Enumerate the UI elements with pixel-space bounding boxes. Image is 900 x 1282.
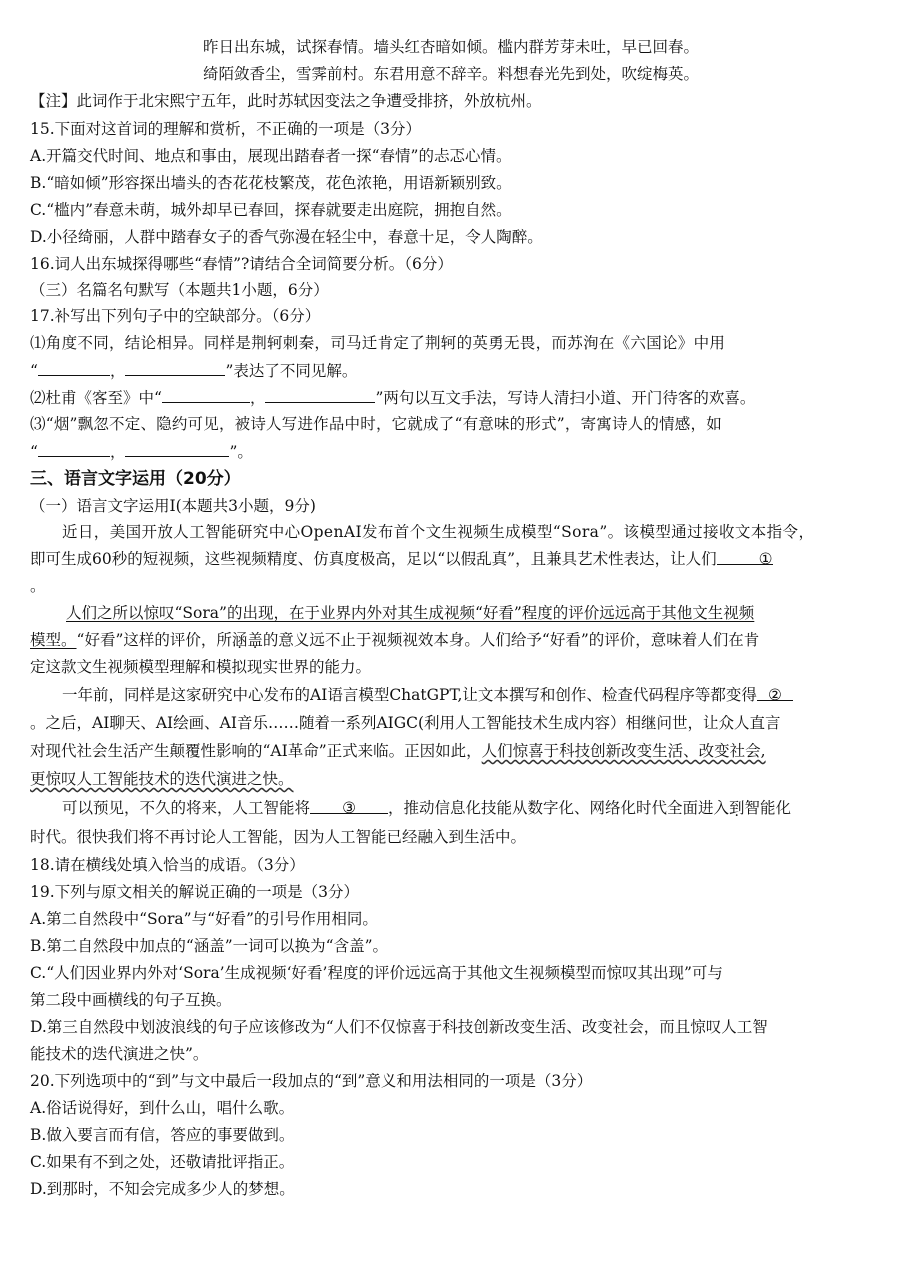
q19-option-d-line2: 能技术的迭代演进之快”。 xyxy=(30,1045,209,1063)
quote-open: “ xyxy=(30,362,38,380)
passage-p4-line2: 时代。很快我们将不再讨论人工智能，因为人工智能已经融入到生活中。 xyxy=(30,828,527,846)
underlined-sentence-end: 模型。 xyxy=(30,631,77,649)
fill-blank[interactable] xyxy=(125,357,225,376)
q17-item3-line2 xyxy=(30,438,872,465)
passage-p1-line1: 近日，美国开放人工智能研究中心OpenAI发布首个文生视频生成模型“Sora”。该模型通过接收文本指令， xyxy=(62,523,815,541)
dotted-char: 到 xyxy=(729,799,745,817)
q16-stem: 16.词人出东城探得哪些“春情”?请结合全词简要分析。（6分） xyxy=(30,255,453,273)
passage-p2-line3: 定这款文生视频模型理解和模拟现实世界的能力。 xyxy=(30,658,372,676)
quote-open: “ xyxy=(30,443,38,461)
quote-close: ”表达了不同见解。 xyxy=(225,362,358,380)
passage-p1-end: 。 xyxy=(30,577,46,595)
passage-text: 智能化 xyxy=(744,799,792,817)
passage-text: 对现代社会生活产生颠覆性影响的“AI革命”正式来临。正因如此， xyxy=(30,742,482,760)
q19-option-b: B.第二自然段中加点的“涵盖”一词可以换为“含盖”。 xyxy=(30,937,389,955)
q17-item3-line1: ⑶“烟”飘忽不定、隐约可见，被诗人写进作品中时，它就成了“有意味的形式”，寄寓诗人的情感，如 xyxy=(30,415,722,433)
wavy-underlined-sentence: 人们惊喜于科技创新改变生活、改变社会, xyxy=(481,742,766,760)
passage-p3-line3 xyxy=(30,738,872,764)
passage-p3-line1 xyxy=(62,682,872,708)
dotted-char: 涵 xyxy=(231,631,248,649)
q20-option-c: C.如果有不到之处，还敬请批评指正。 xyxy=(30,1153,295,1171)
fill-blank[interactable] xyxy=(265,384,375,403)
section-3-header: （三）名篇名句默写（本题共1小题，6分） xyxy=(30,281,329,299)
q18-stem: 18.请在横线处填入恰当的成语。（3分） xyxy=(30,856,305,874)
passage-p3-line4 xyxy=(30,766,872,792)
passage-text: 一年前，同样是这家研究中心发布的AI语言模型ChatGPT,让文本撰写和创作、检查代码程序等都变得 xyxy=(62,686,757,704)
q17-item1-line1: ⑴角度不同，结论相异。同样是荆轲刺秦，司马迁肯定了荆轲的英勇无畏，而苏洵在《六国论》中用 xyxy=(30,334,726,352)
q19-option-d-line1: D.第三自然段中划波浪线的句子应该修改为“人们不仅惊喜于科技创新改变生活、改变社会，而且惊叹人工智 xyxy=(30,1018,768,1036)
separator: ， xyxy=(249,389,266,407)
dotted-char: 盖 xyxy=(247,631,263,649)
q19-option-c-line2: 第二段中画横线的句子互换。 xyxy=(30,991,232,1009)
passage-p4-line1 xyxy=(62,795,872,821)
q15-option-c: C.“槛内”春意未萌，城外却早已春回，探春就要走出庭院，拥抱自然。 xyxy=(30,201,512,219)
q20-option-a: A.俗话说得好，到什么山，唱什么歌。 xyxy=(30,1099,295,1117)
passage-p3-line2: 。之后，AI聊天、AI绘画、AI音乐……随着一系列AIGC(利用人工智能技术生成内容）相继问世，让众人直言 xyxy=(30,714,781,732)
separator: ， xyxy=(109,443,126,461)
fill-blank-3[interactable]: ③ xyxy=(310,795,388,814)
quote-close: ”。 xyxy=(229,443,253,461)
q15-option-b: B.“暗如倾”形容探出墙头的杏花花枝繁茂，花色浓艳，用语新颖别致。 xyxy=(30,174,512,192)
poem-line-1: 昨日出东城，试探春情。墙头红杏暗如倾。槛内群芳芽未吐，早已回春。 xyxy=(202,38,699,56)
q19-option-a: A.第二自然段中“Sora”与“好看”的引号作用相同。 xyxy=(30,910,378,928)
underlined-sentence-line1: 人们之所以惊叹“Sora”的出现，在于业界内外对其生成视频“好看”程度的评价远远高于其他文生视频 xyxy=(66,604,755,622)
wavy-underlined-sentence-end: 更惊叹人工智能技术的迭代演进之快。 xyxy=(30,770,294,788)
fill-blank-1[interactable]: ① xyxy=(717,546,773,565)
q20-option-b: B.做入要言而有信，答应的事要做到。 xyxy=(30,1126,295,1144)
q20-stem: 20.下列选项中的“到”与文中最后一段加点的“到”意义和用法相同的一项是（3分） xyxy=(30,1072,593,1090)
fill-blank[interactable] xyxy=(125,438,229,457)
fill-blank[interactable] xyxy=(38,357,110,376)
fill-blank[interactable] xyxy=(38,438,110,457)
q17-item1-line2 xyxy=(30,357,872,384)
fill-blank-2[interactable]: ② xyxy=(757,682,793,701)
poem-line-2: 绮陌敛香尘，雪霁前村。东君用意不辞辛。料想春光先到处，吹绽梅英。 xyxy=(202,65,699,83)
q15-stem: 15.下面对这首词的理解和赏析，不正确的一项是（3分） xyxy=(30,120,422,138)
part-3-heading: 三、语言文字运用（20分） xyxy=(30,469,241,489)
fill-blank[interactable] xyxy=(162,384,250,403)
q20-option-d: D.到那时，不知会完成多少人的梦想。 xyxy=(30,1180,295,1198)
passage-text: 即可生成60秒的短视频，这些视频精度、仿真度极高，足以“以假乱真”，且兼具艺术性表达，让人们 xyxy=(30,550,717,568)
passage-text: “好看”这样的评价，所 xyxy=(76,631,232,649)
separator: ， xyxy=(109,362,126,380)
passage-text: 可以预见，不久的将来，人工智能将 xyxy=(62,799,311,817)
poem-note: 【注】此词作于北宋熙宁五年，此时苏轼因变法之争遭受排挤，外放杭州。 xyxy=(30,92,542,110)
q15-option-a: A.开篇交代时间、地点和事由，展现出踏春者一探“春情”的忐忑心情。 xyxy=(30,147,512,165)
quote-close: ”两句以互文手法，写诗人清扫小道、开门待客的欢喜。 xyxy=(375,389,756,407)
q17-stem: 17.补写出下列句子中的空缺部分。（6分） xyxy=(30,307,321,325)
q17-item2 xyxy=(30,384,872,411)
q15-option-d: D.小径绮丽，人群中踏春女子的香气弥漫在轻尘中，春意十足，令人陶醉。 xyxy=(30,228,543,246)
passage-text: ，推动信息化技能从数字化、网络化时代全面进入 xyxy=(388,799,730,817)
q17-item2-text: ⑵杜甫《客至》中“ xyxy=(30,389,162,407)
passage-p2-line2 xyxy=(30,627,872,653)
q19-option-c-line1: C.“人们因业界内外对‘Sora’生成视频‘好看’程度的评价远远高于其他文生视频模型而惊叹其出现”可与 xyxy=(30,964,723,982)
passage-text: 的意义远不止于视频视效本身。人们给予“好看”的评价，意味着人们在肯 xyxy=(262,631,760,649)
passage-p1-line2 xyxy=(30,546,872,572)
q19-stem: 19.下列与原文相关的解说正确的一项是（3分） xyxy=(30,883,360,901)
subsection-1-header: （一）语言文字运用Ⅰ(本题共3小题，9分) xyxy=(30,497,316,515)
